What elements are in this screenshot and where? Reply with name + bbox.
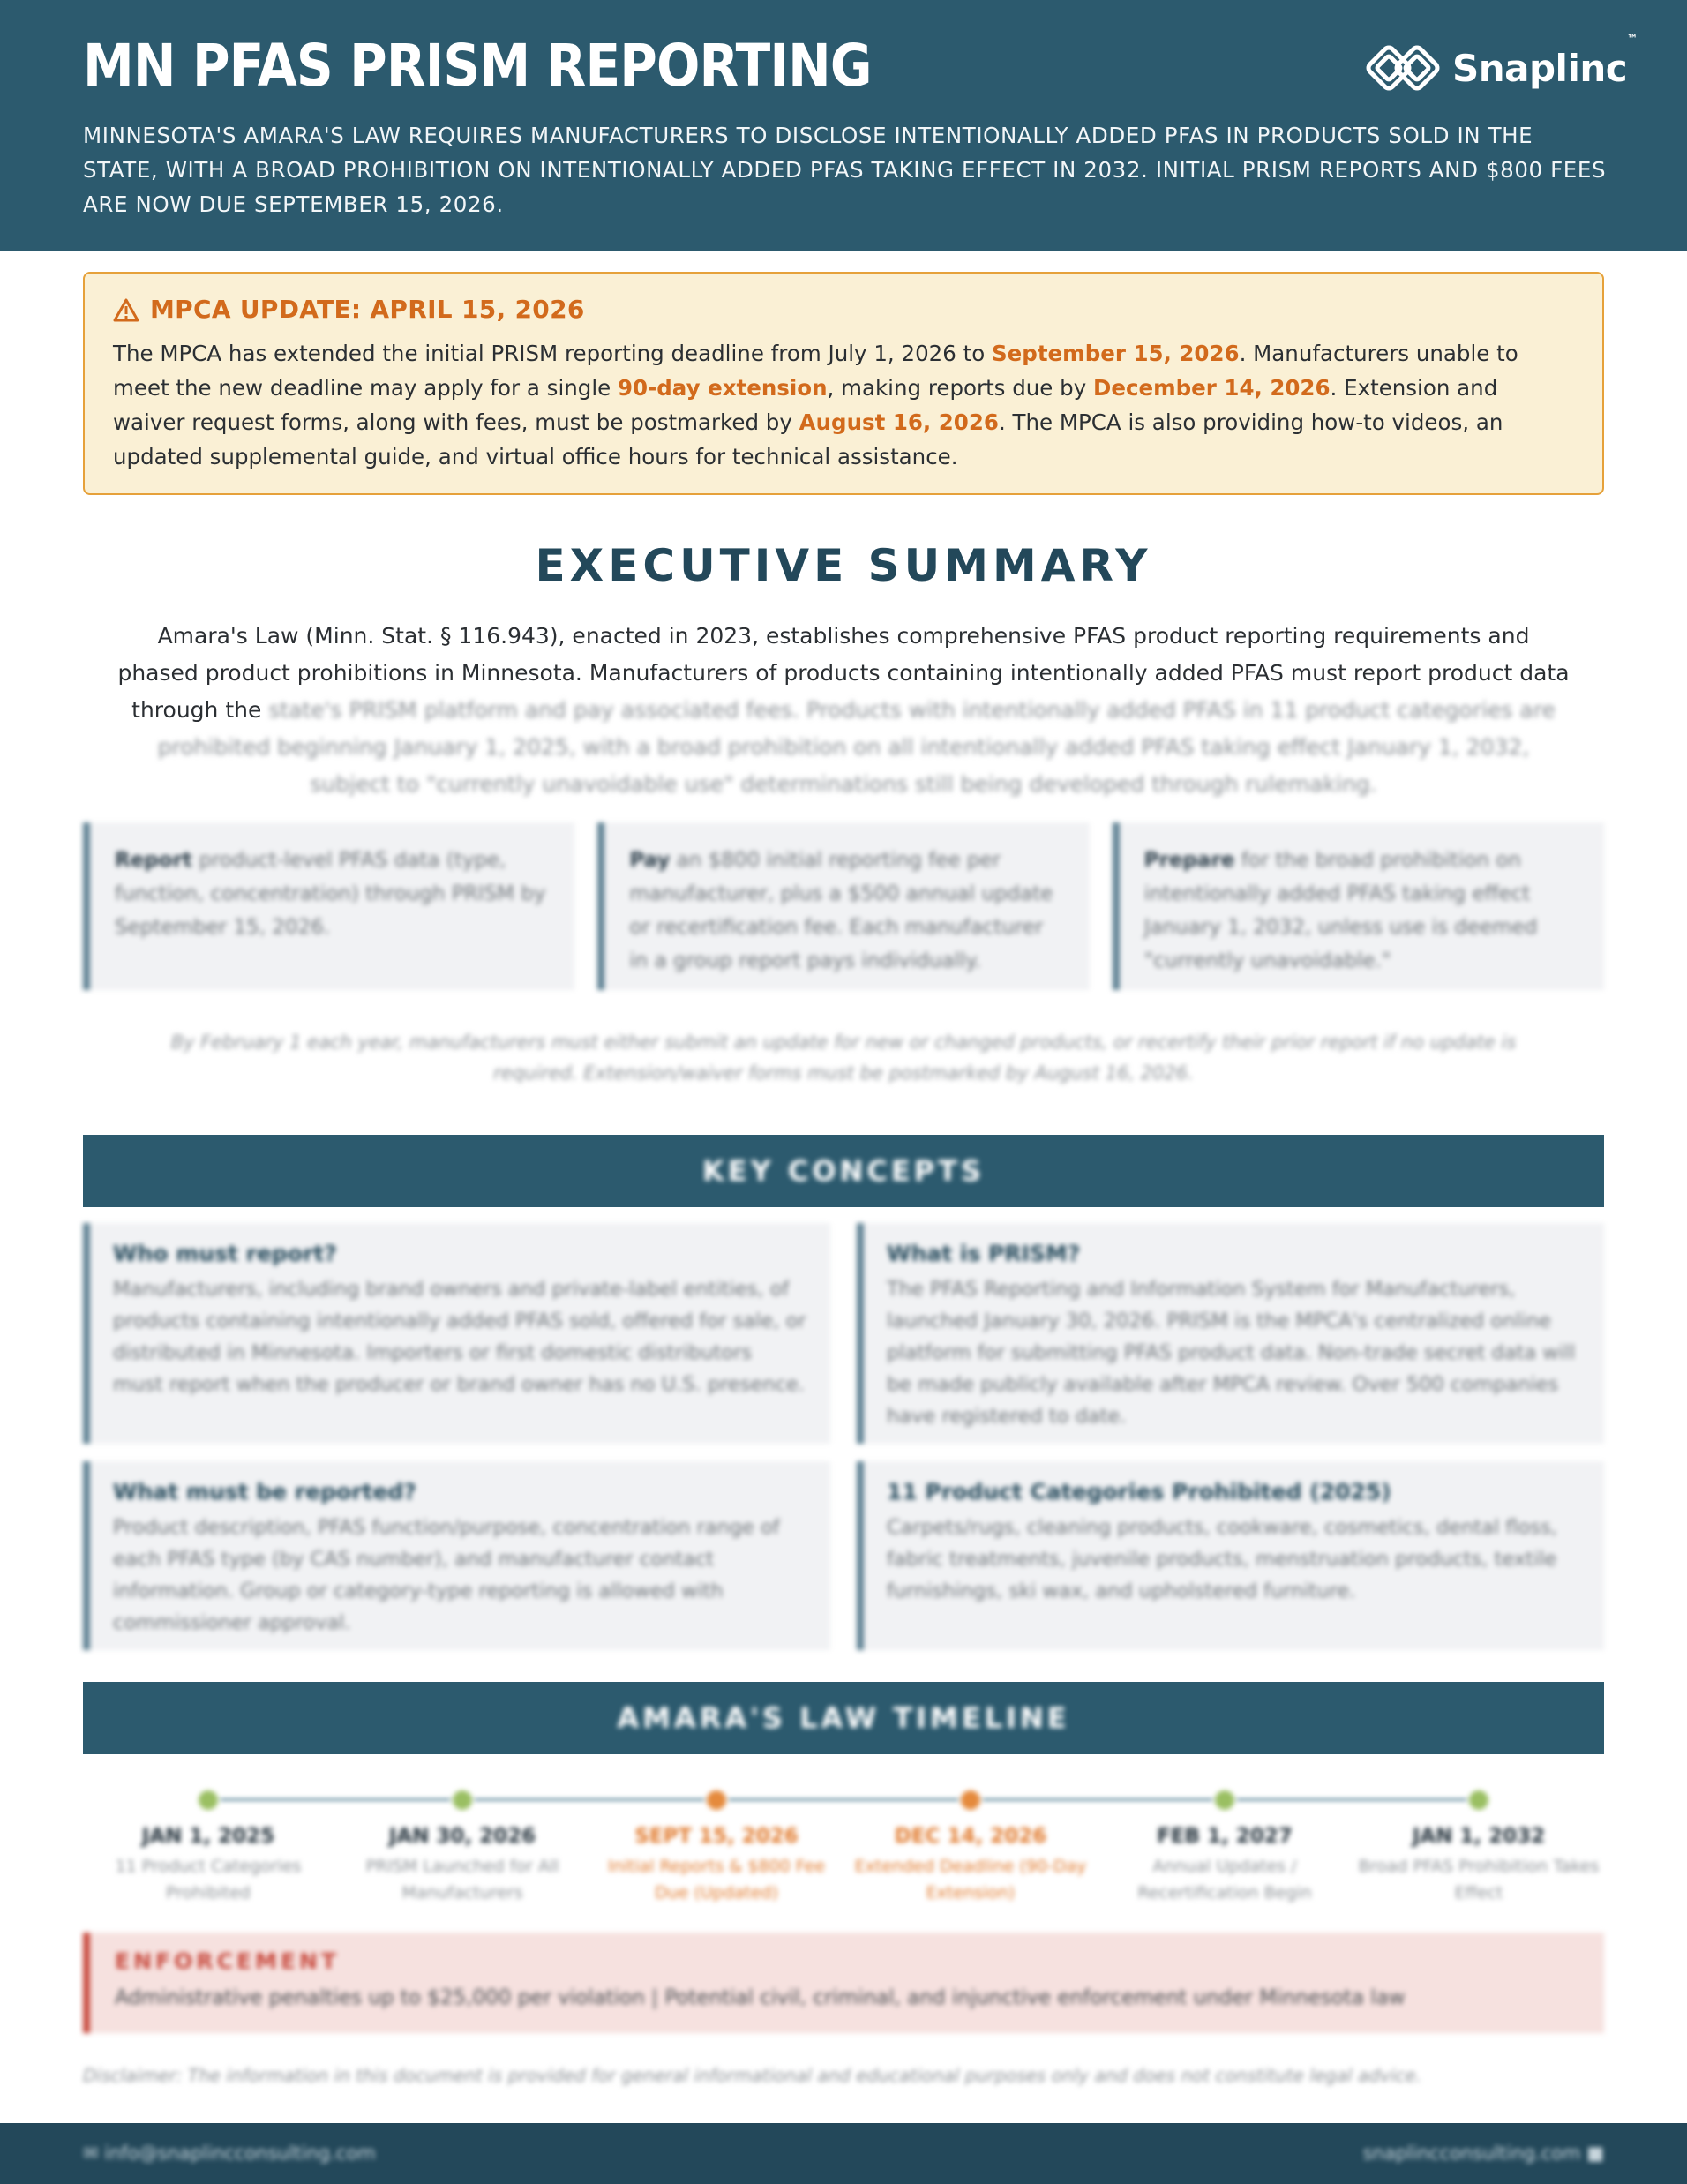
header-subtitle: MINNESOTA'S AMARA'S LAW REQUIRES MANUFACTURERS TO DISCLOSE INTENTIONALLY ADDED PFAS IN PRODUCTS SOLD IN THE STATE, WITH A BROAD PROHIBITION ON INTENTIONALLY ADDED PFAS TAKING EFFECT IN 2032. INITIAL PRISM REPORTS AND $800 FEES ARE NOW DUE SEPTEMBER 15, 2026. (83, 123, 1607, 217)
header-banner (0, 0, 1687, 251)
enforcement-text: Administrative penalties up to $25,000 per violation | Potential civil, criminal, and injunctive enforcement under Minnesota law (115, 1986, 1406, 2009)
milestone-dot (1212, 1788, 1237, 1812)
executive-summary-body: Amara's Law (Minn. Stat. § 116.943), enacted in 2023, establishes comprehensive PFAS product reporting requirements and phased product prohibitions in Minnesota. Manufacturers of products containing intentionally added PFAS must report product data through the state's PRISM platform and pay associated fees. Products with intentionally added PFAS in 11 product categories are prohibited beginning January 1, 2025, with a broad prohibition on all intentionally added PFAS taking effect January 1, 2032, subject to "currently unavoidable use" determinations still being developed through rulemaking. (117, 623, 1570, 797)
page-title: MN PFAS PRISM REPORTING (83, 32, 872, 100)
timeline (83, 1774, 1604, 1924)
timeline-item: JAN 1, 2025 11 Product Categories Prohibited (83, 1774, 334, 1906)
brand-logo[interactable] (1364, 32, 1638, 99)
highlight-extension: 90-day extension (618, 375, 828, 401)
highlight-date: August 16, 2026 (799, 409, 999, 435)
report-card: Report product-level PFAS data (type, function, concentration) through PRISM by September 15, 2026. (83, 822, 574, 990)
timeline-item: JAN 30, 2026 PRISM Launched for All Manufacturers (337, 1774, 588, 1906)
milestone-dot (704, 1788, 729, 1812)
key-concepts-band: KEY CONCEPTS (83, 1135, 1604, 1207)
timeline-item: FEB 1, 2027 Annual Updates / Recertification Begin (1099, 1774, 1350, 1906)
footer-email-link[interactable]: ✉ info@snaplincconsulting.com (83, 2143, 376, 2164)
mpca-update-callout (83, 272, 1604, 495)
milestone-dot (196, 1788, 221, 1812)
timeline-band: AMARA'S LAW TIMELINE (83, 1682, 1604, 1754)
alert-heading: MPCA UPDATE: APRIL 15, 2026 (113, 295, 1574, 324)
enforcement-callout (83, 1933, 1604, 2033)
key-concepts-grid (83, 1223, 1604, 1650)
concept-what-is-prism: What is PRISM? The PFAS Reporting and Information System for Manufacturers, launched January 30, 2026. PRISM is the MPCA's centralized online platform for submitting PFAS product data. Non-trade secret data will be made publicly available after MPCA review. Over 500 companies have registered to date. (857, 1223, 1604, 1444)
prepare-card: Prepare for the broad prohibition on intentionally added PFAS taking effect January 1, 2032, unless use is deemed "currently unavoidable." (1113, 822, 1604, 990)
alert-body: The MPCA has extended the initial PRISM reporting deadline from July 1, 2026 to September 15, 2026. Manufacturers unable to meet the new deadline may apply for a single 90-day extension, making reports due by December 14, 2026. Extension and waiver request forms, along with fees, must be postmarked by August 16, 2026. The MPCA is also providing how-to videos, an updated supplemental guide, and virtual office hours for technical assistance. (113, 341, 1518, 469)
disclaimer: Disclaimer: The information in this document is provided for general informational and educational purposes only and does not constitute legal advice. (83, 2065, 1422, 2086)
footer (0, 2123, 1687, 2184)
chain-link-icon (1364, 37, 1442, 99)
annual-update-note: By February 1 each year, manufacturers must either submit an update for new or changed products, or recertify their prior report if no update is required. Extension/waiver forms must be postmarked by August 16, 2026. (170, 1032, 1517, 1084)
footer-website-link[interactable]: snaplincconsulting.com ■ (1362, 2143, 1604, 2164)
milestone-dot (450, 1788, 475, 1812)
timeline-item: SEPT 15, 2026 Initial Reports & $800 Fee Due (Updated) (591, 1774, 842, 1906)
timeline-item: JAN 1, 2032 Broad PFAS Prohibition Takes Effect (1353, 1774, 1604, 1906)
concept-who-must-report: Who must report? Manufacturers, including brand owners and private-label entities, of products containing intentionally added PFAS sold, offered for sale, or distributed in Minnesota. Importers or first domestic distributors must report when the producer or brand owner has no U.S. presence. (83, 1223, 830, 1444)
milestone-dot (958, 1788, 983, 1812)
enforcement-heading: ENFORCEMENT (115, 1948, 340, 1974)
warning-icon (113, 297, 139, 322)
concept-what-must-be-reported: What must be reported? Product description, PFAS function/purpose, concentration range of each PFAS type (by CAS number), and manufacturer contact information. Group or category-type reporting is allowed with commissioner approval. (83, 1461, 830, 1650)
milestone-dot (1466, 1788, 1491, 1812)
highlight-date: September 15, 2026 (992, 341, 1240, 366)
concept-prohibited-categories: 11 Product Categories Prohibited (2025) Carpets/rugs, cleaning products, cookware, cosmetics, dental floss, fabric treatments, juvenile products, menstruation products, textile furnishings, ski wax, and upholstered furniture. (857, 1461, 1604, 1650)
executive-summary-heading: EXECUTIVE SUMMARY (535, 540, 1152, 591)
timeline-item: DEC 14, 2026 Extended Deadline (90-Day Extension) (845, 1774, 1096, 1906)
pay-card: Pay an $800 initial reporting fee per manufacturer, plus a $500 annual update or recertification fee. Each manufacturer in a group report pays individually. (597, 822, 1089, 990)
logo-wordmark: Snaplinc™ (1452, 32, 1638, 90)
action-cards (83, 822, 1604, 990)
highlight-date: December 14, 2026 (1093, 375, 1331, 401)
